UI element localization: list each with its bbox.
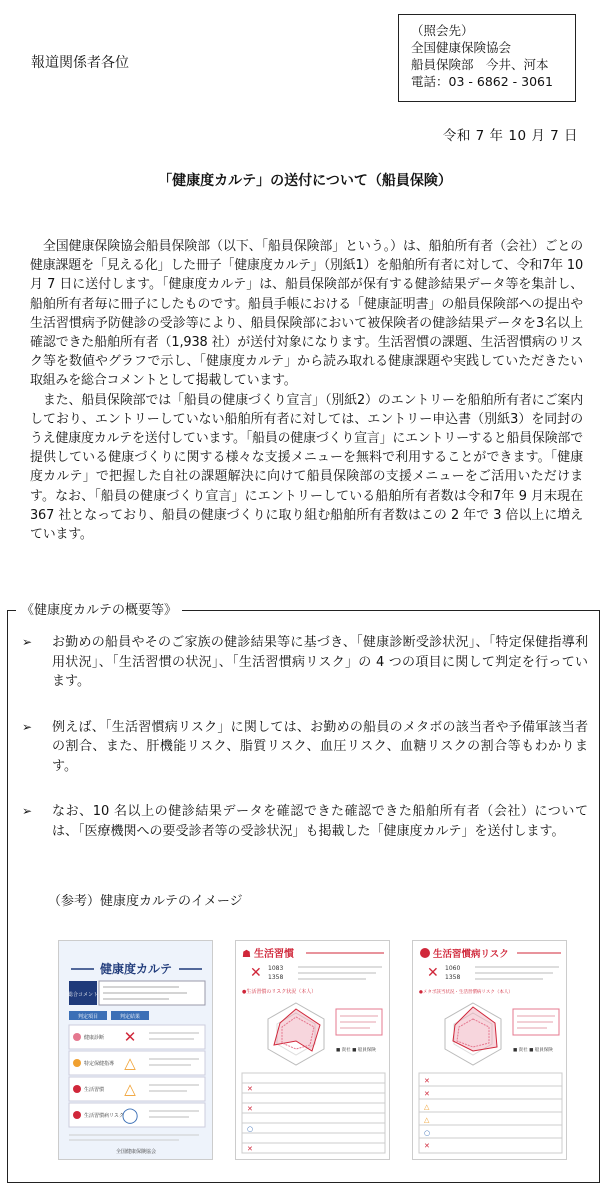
alert-icon: [420, 948, 430, 958]
card1-row-label: 生活習慣病リスク: [84, 1113, 124, 1119]
circle-mark-icon: ◯: [121, 1106, 139, 1124]
overview-bullets: [22, 633, 588, 867]
karte-lifestyle-thumbnail: [235, 940, 390, 1160]
card2-value2: 1358: [268, 974, 284, 981]
card1-row-2: [69, 1051, 205, 1075]
issue-date: 令和 7 年 10 月 7 日: [442, 128, 578, 144]
svg-text:△: △: [424, 1116, 430, 1124]
arrow-bullet-icon: ➢: [22, 719, 33, 734]
card1-org: 全国健康保険協会: [115, 1149, 157, 1155]
overview-box: [7, 603, 600, 1183]
svg-text:✕: ✕: [424, 1142, 430, 1150]
card1-title: 健康度カルテ: [99, 962, 173, 976]
card3-value1: 1060: [445, 965, 461, 972]
card3-title: 生活習慣病リスク: [433, 949, 509, 960]
card2-title: 生活習慣: [254, 949, 294, 960]
contact-org: 全国健康保険協会: [411, 40, 512, 55]
body-paragraph-1: 全国健康保険協会船員保険部（以下、「船員保険部」という。）は、船舶所有者（会社）ごとの健康課題を「見える化」した冊子「健康度カルテ」（別紙1）を船舶所有者に対して、令和7年 10 月 7 日に送付します。「健康度カルテ」は、船員保険部が保有する健診結果データ等を集計し、船舶所有者毎に冊子にしたものです。船員手帳における「健康証明書」の船員保険部への提出や生活習慣病予防健診の受診等により、船員保険部において被保険者の健診結果データを3名以上確認できた船舶所有者（1,938 社）が送付対象になります。生活習慣の課題、生活習慣病のリスク等を数値やグラフで示し、「健康度カルテ」から読み取れる健康課題や実践していただきたい取組みを総合コメントとして掲載しています。: [30, 239, 583, 389]
cross-mark-icon: ✕: [123, 1028, 137, 1046]
contact-box: [398, 14, 576, 102]
karte-risk-thumbnail: [412, 940, 567, 1160]
arrow-bullet-icon: ➢: [22, 635, 33, 649]
contact-dept: 船員保険部 今井、河本: [411, 57, 549, 72]
cross-mark-icon: ✕: [250, 965, 262, 981]
page-title: 「健康度カルテ」の送付について（船員保険）: [158, 173, 452, 189]
card1-row-4: [69, 1103, 205, 1127]
card2-legend: ■ 貴社 ■ 船員保険: [336, 1048, 376, 1053]
card1-row-label: 特定保健指導: [84, 1061, 115, 1067]
contact-label: （照会先）: [411, 23, 474, 38]
bullet-text-2: 例えば、「生活習慣病リスク」に関しては、お勤めの船員のメタボの該当者や予備軍該当者の割合、また、肝機能リスク、脂質リスク、血圧リスク、血糖リスクの割合等もわかります。: [52, 719, 588, 774]
card1-comment-label: 総合コメント: [67, 992, 99, 998]
triangle-mark-icon: △: [124, 1080, 136, 1098]
svg-text:○: ○: [424, 1129, 431, 1137]
card3-legend: ■ 貴社 ■ 船員保険: [513, 1048, 553, 1053]
list-item: [22, 718, 588, 777]
bullet-text-1: お勤めの船員やそのご家族の健診結果等に基づき、「健康診断受診状況」、「特定保健指導利用状況」、「生活習慣の状況」、「生活習慣病リスク」の 4 つの項目に関して判定を行っています。: [52, 635, 588, 689]
bullet-text-3: なお、10 名以上の健診結果データを確認できた確認できた船舶所有者（会社）については、「医療機関への要受診者等の受診状況」も掲載した「健康度カルテ」を送付します。: [52, 804, 588, 839]
svg-text:✕: ✕: [424, 1090, 430, 1098]
card1-result: 判定結果: [119, 1014, 141, 1020]
body-text: [30, 237, 583, 544]
card3-value2: 1358: [445, 974, 461, 981]
karte-cover-thumbnail: [58, 940, 213, 1160]
svg-text:✕: ✕: [424, 1077, 430, 1085]
overview-heading: 《健康度カルテの概要等》: [16, 602, 182, 619]
svg-text:△: △: [424, 1103, 430, 1111]
triangle-mark-icon: △: [124, 1054, 136, 1072]
card1-row-label: 健康診断: [84, 1035, 105, 1041]
svg-text:○: ○: [247, 1125, 254, 1133]
list-item: [22, 802, 588, 841]
svg-text:✕: ✕: [247, 1105, 253, 1113]
arrow-bullet-icon: ➢: [22, 804, 33, 818]
list-item: [22, 633, 588, 692]
card3-section: ●メタボ該当状況・生活習慣病リスク（本人）: [419, 990, 513, 995]
svg-text:✕: ✕: [247, 1145, 253, 1153]
person-icon: ☗: [242, 949, 251, 960]
card1-row-1: [69, 1025, 205, 1049]
card2-value1: 1083: [268, 965, 284, 972]
recipient-line: 報道関係者各位: [31, 55, 129, 71]
reference-caption: （参考）健康度カルテのイメージ: [48, 894, 243, 909]
card2-section: ●生活習慣のリスク状況（本人）: [242, 989, 317, 995]
contact-phone: 電話：03 - 6862 - 3061: [411, 74, 553, 89]
card1-row-3: [69, 1077, 205, 1101]
cross-mark-icon: ✕: [427, 965, 439, 981]
card1-criteria: 判定項目: [77, 1014, 99, 1020]
card1-row-label: 生活習慣: [84, 1087, 105, 1093]
body-paragraph-2: また、船員保険部では「船員の健康づくり宣言」（別紙2）のエントリーを船舶所有者にご案内しており、エントリーしていない船舶所有者に対しては、エントリー申込書（別紙3）を同封のうえ健康度カルテを送付しています。「船員の健康づくり宣言」にエントリーすると船員保険部で提供している健康づくりに関する様々な支援メニューを無料で利用することができます。「健康度カルテ」で把握した自社の課題解決に向けて船員保険部の支援メニューをご活用いただけます。なお、「船員の健康づくり宣言」にエントリーしている船舶所有者数は令和7年 9 月末現在 367 社となっており、船員の健康づくりに取り組む船舶所有者数はこの 2 年で 3 倍以上に増えています。: [30, 392, 583, 543]
svg-text:✕: ✕: [247, 1085, 253, 1093]
